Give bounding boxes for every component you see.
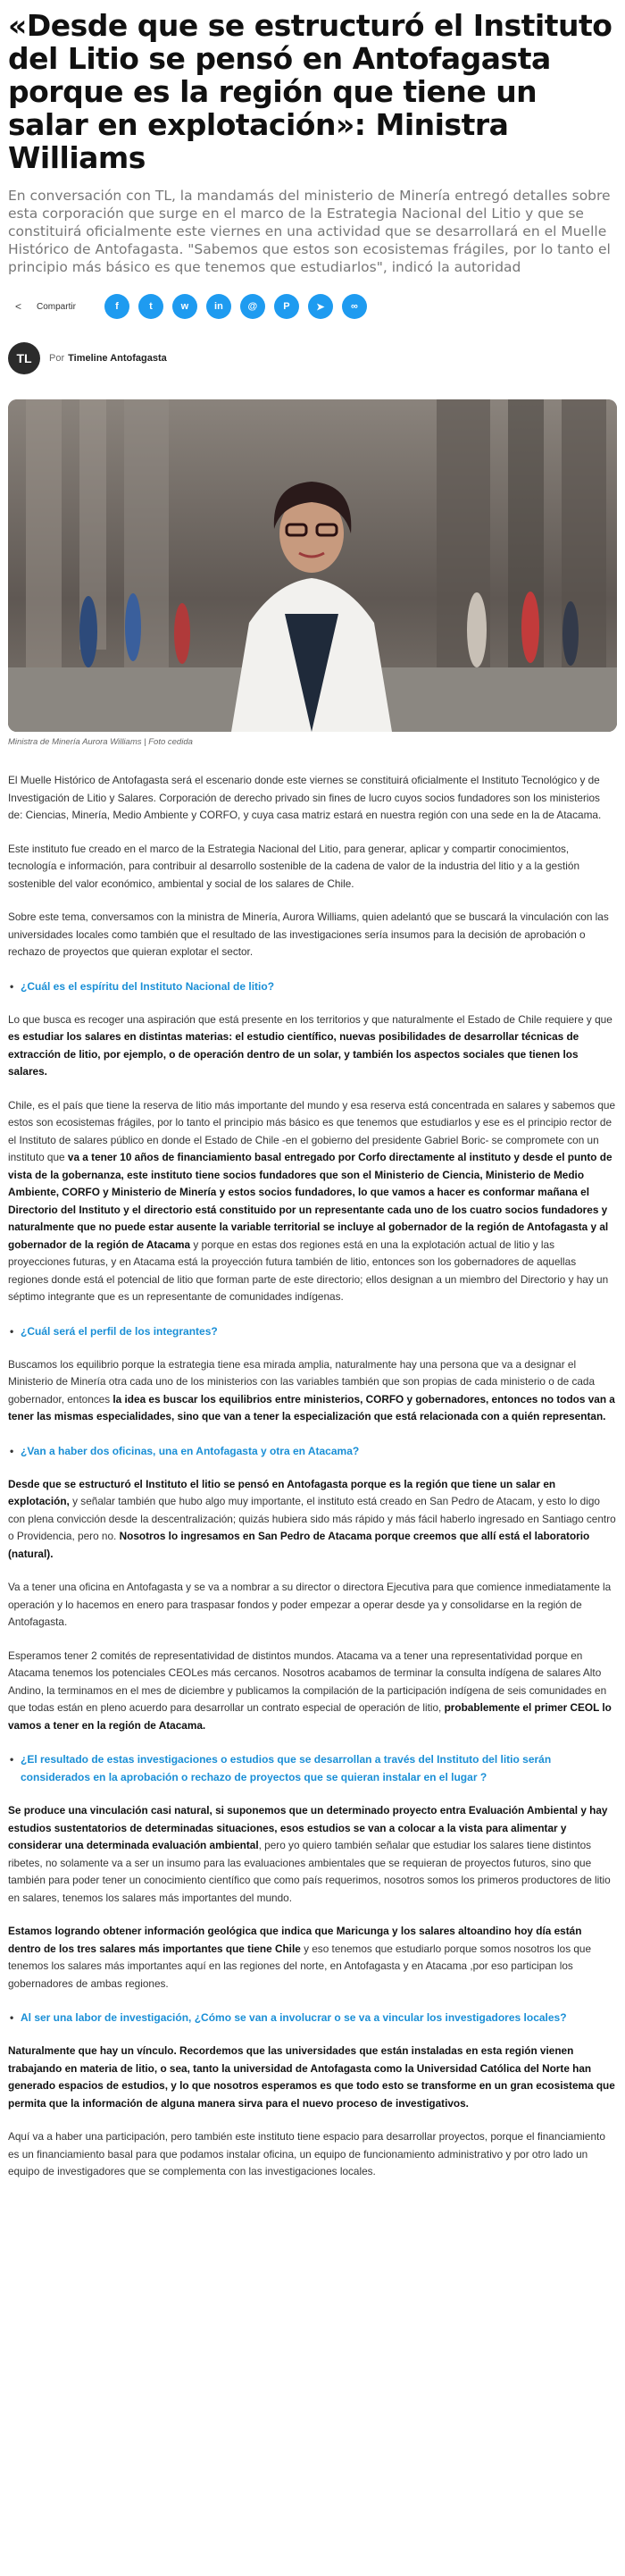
body-paragraph: Sobre este tema, conversamos con la ministra de Minería, Aurora Williams, quien adelantó que se buscará la vinculación con las universidades locales como también que el resultado de las investigaciones sería insumos para la decisión de aprobación o rechazo de proyectos que quieran explotar el sector. [8, 910, 609, 958]
text-span: y señalar también que hubo algo muy importante, el instituto está creado en San Pedro de Atacam, y esto lo digo con plena convicción desde la descentralización; quizás hubiera sido más rápido y más fácil haberlo ingresado en Santiago centro o Providencia, pero no. [8, 1495, 616, 1542]
hero-photo [8, 399, 617, 732]
author-name-link[interactable]: Timeline Antofagasta [68, 353, 167, 364]
bold-text: es estudiar los salares en distintas materias: el estudio científico, nuevas posibilidades de desarrollar técnicas de extracción de litio, por ejemplo, o de operación dentro de un solar, y también los aspectos sociales que tienen los salares. [8, 1030, 579, 1078]
body-paragraph [8, 1648, 617, 1735]
interview-question: • ¿El resultado de estas investigaciones o estudios que se desarrollan a través del Instituto del litio serán considerados en la aprobación o rechazo de proyectos que se quieran instalar en el lugar ? [8, 1750, 617, 1786]
body-paragraph [8, 2043, 617, 2112]
twitter-share-button[interactable]: t [138, 294, 163, 319]
body-paragraph: Va a tener una oficina en Antofagasta y se va a nombrar a su director o directora Ejecutiva para que comience inmediatamente la operación y lo hacemos en enero para traspasar fondos y poder empezar a operar desde ya y consolidarse en la región de Antofagasta. [8, 1581, 612, 1628]
text-span: Chile, es el país que tiene la reserva de litio más importante del mundo y esa reserva está concentrada en salares y sabemos que estos son ecosistemas frágiles, por lo tanto el principio más básico es que tenemos que estudiarlos y ese es el principio rector de el Instituto de salares público en donde el Estado de Chile -en el gobierno del presidente Gabriel Boric- se compromete con un instituto que [8, 1098, 616, 1163]
body-paragraph: El Muelle Histórico de Antofagasta será el escenario donde este viernes se constituirá oficialmente el Instituto Tecnológico y de Investigación de Litio y Salares. Corporación de derecho privado sin fines de lucro cuyos socios fundadores son los ministerios de: Ciencias, Minería, Medio Ambiente y CORFO, y cuya casa matriz estará en nuestra región con una sede en la de Atacama. [8, 774, 602, 821]
text-span: y eso tenemos que estudiarlo porque somos nosotros los que tenemos los salares más importantes aquí en las regiones del norte, en Antofagasta y en Atacama ,por eso participan los gobernadores de ambas regiones. [8, 1942, 592, 1990]
bold-text: Naturalmente que hay un vínculo. Recordemos que las universidades que están instaladas en esta región vienen trabajando en materia de litio, o sea, tanto la universidad de Antofagasta como la Universidad Católica del Norte han generado espacios de estudios, y lo que nosotros esperamos es que todo esto se transforme en un gran ecosistema que permita que la información de alguna manera sirva para el nuevo proceso de investigativos. [8, 2044, 615, 2110]
body-paragraph [8, 1923, 617, 1993]
email-share-button[interactable]: @ [240, 294, 265, 319]
whatsapp-share-button[interactable]: w [172, 294, 197, 319]
bold-text: la idea es buscar los equilibrios entre ministerios, CORFO y gobernadores, entonces no todos van a tener las mismas especialidades, sino que van a tener la especialización que está relacionada con a quién representan. [8, 1392, 615, 1422]
linkedin-share-button[interactable]: in [206, 294, 231, 319]
telegram-share-button[interactable]: ➤ [308, 294, 333, 319]
print-button[interactable]: P [274, 294, 299, 319]
body-paragraph [8, 1011, 617, 1081]
body-paragraph [8, 1356, 617, 1426]
bold-text: Se produce una vinculación casi natural, si suponemos que un determinado proyecto entra Evaluación Ambiental y hay estudios sustentatorios de determinadas situaciones, esos estudios se van a colocar a la vista para alimentar y considerar una determinada evaluación ambiental [8, 1804, 608, 1851]
text-span: Buscamos los equilibrio porque la estrategia tiene esa mirada amplia, naturalmente hay una persona que va a designar el Ministerio de Minería otra cada uno de los ministerios con las variables también que son propias de cada ministerio o de cada gobernador, entonces [8, 1357, 596, 1405]
text-span: , pero yo quiero también señalar que estudiar los salares tiene distintos ribetes, no solamente va a ser un insumo para las evaluaciones ambientales que se requieran de proyectos futuros, sino que también para poder tener un conocimiento científico que como país requerimos, nosotros somos los primeros productores de litio en salares, tenemos los salares más importantes del mundo. [8, 1839, 611, 1904]
bold-text: probablemente el primer CEOL lo vamos a tener en la región de Atacama. [8, 1701, 612, 1732]
bold-text: va a tener 10 años de financiamiento basal entregado por Corfo directamente al instituto y desde el punto de vista de la gobernanza, este instituto tiene socios fundadores que son el Ministerio de Ciencia, Ministerio de Medio Ambiente, CORFO y Ministerio de Minería y estos socios fundadores, lo que vamos a hacer es conformar mañana el Directorio del Instituto y el directorio está constituido por un representante cada uno de los cuatro socios fundadores y naturalmente que no puede estar ausente la variable territorial se incluye al gobernador de la región de Antofagasta y al gobernador de la región de Atacama [8, 1151, 612, 1251]
body-paragraph: Este instituto fue creado en el marco de la Estrategia Nacional del Litio, para generar, aplicar y compartir conocimientos, tecnología e información, para contribuir al desarrollo sostenible de la cadena de valor de la industria del litio y a la gestión sostenible del valor económico, ambiental y social de los salares de Chile. [8, 842, 580, 890]
text-span: y porque en estas dos regiones está en una la explotación actual de litio y las proyecciones futuras, y en Atacama está la proyección futura también de litio, entonces son los gobernadores de aquellas regiones donde está el potencial de litio que forman parte de este directorio; ellos designan a un miembro del Directorio y hay un séptimo integrante que es un representante de comunidades indígenas. [8, 1238, 609, 1303]
author-prefix: Por [49, 353, 65, 364]
share-label[interactable]: Compartir [37, 301, 76, 312]
author-byline [8, 340, 617, 376]
body-paragraph [8, 1476, 617, 1564]
body-paragraph [8, 1097, 617, 1306]
article-title: «Desde que se estructuró el Instituto del Litio se pensó en Antofagasta porque es la región que tiene un salar en explotación»: Ministra Williams [8, 8, 612, 175]
interview-question: • ¿Cuál es el espíritu del Instituto Nacional de litio? [8, 978, 617, 995]
interview-question: • Al ser una labor de investigación, ¿Cómo se van a involucrar o se va a vincular los investigadores locales? [8, 2009, 617, 2026]
avatar[interactable]: TL [8, 342, 40, 374]
share-bar [8, 292, 617, 321]
facebook-share-button[interactable]: f [104, 294, 129, 319]
interview-question: • ¿Cuál será el perfil de los integrantes? [8, 1322, 617, 1340]
text-span: Lo que busca es recoger una aspiración que está presente en los territorios y que naturalmente el Estado de Chile requiere y que [8, 1012, 612, 1026]
photo-caption: Ministra de Minería Aurora Williams | Foto cedida [8, 737, 193, 747]
body-paragraph [8, 1802, 617, 1907]
body-paragraph: Aquí va a haber una participación, pero también este instituto tiene espacio para desarrollar proyectos, porque el financiamiento es un financiamiento basal para que podamos instalar oficina, un equipo de funcionamiento administrativo y por otro lado un equipo de investigadores que se complementa con las investigaciones locales. [8, 2130, 605, 2177]
text-span: Esperamos tener 2 comités de representatividad de distintos mundos. Atacama va a tener una representatividad porque en Atacama tenemos los potenciales CEOLes más cercanos. Nosotros acabamos de terminar la consulta indígena de salares Alto Andino, la terminamos en el mes de diciembre y publicamos la compilación de la participación indígena de seis comunidades en que todas están en pleno acuerdo para desarrollar un contrato especial de operación de litio, [8, 1649, 607, 1714]
copy-link-button[interactable]: ∞ [342, 294, 367, 319]
hero-photo-illustration [8, 399, 617, 732]
bold-text: Nosotros lo ingresamos en San Pedro de Atacama porque creemos que allí está el laboratorio (natural). [8, 1530, 590, 1560]
bold-text: Desde que se estructuró el Instituto el litio se pensó en Antofagasta porque es la región que tiene un salar en explotación, [8, 1477, 556, 1507]
bold-text: Estamos logrando obtener información geológica que indica que Maricunga y los salares altoandino hoy día están dentro de los tres salares más importantes que tiene Chile [8, 1925, 582, 1955]
article-lead: En conversación con TL, la mandamás del ministerio de Minería entregó detalles sobre esta corporación que surge en el marco de la Estrategia Nacional del Litio y que se constituirá oficialmente este viernes en una actividad que se desarrollará en el Muelle Histórico de Antofagasta. "Sabemos que estos son ecosistemas frágiles, por lo tanto el principio más básico es que tenemos que estudiarlos", indicó la autoridad [8, 188, 611, 275]
share-icon[interactable]: < [15, 300, 22, 313]
interview-question: • ¿Van a haber dos oficinas, una en Antofagasta y otra en Atacama? [8, 1442, 617, 1460]
